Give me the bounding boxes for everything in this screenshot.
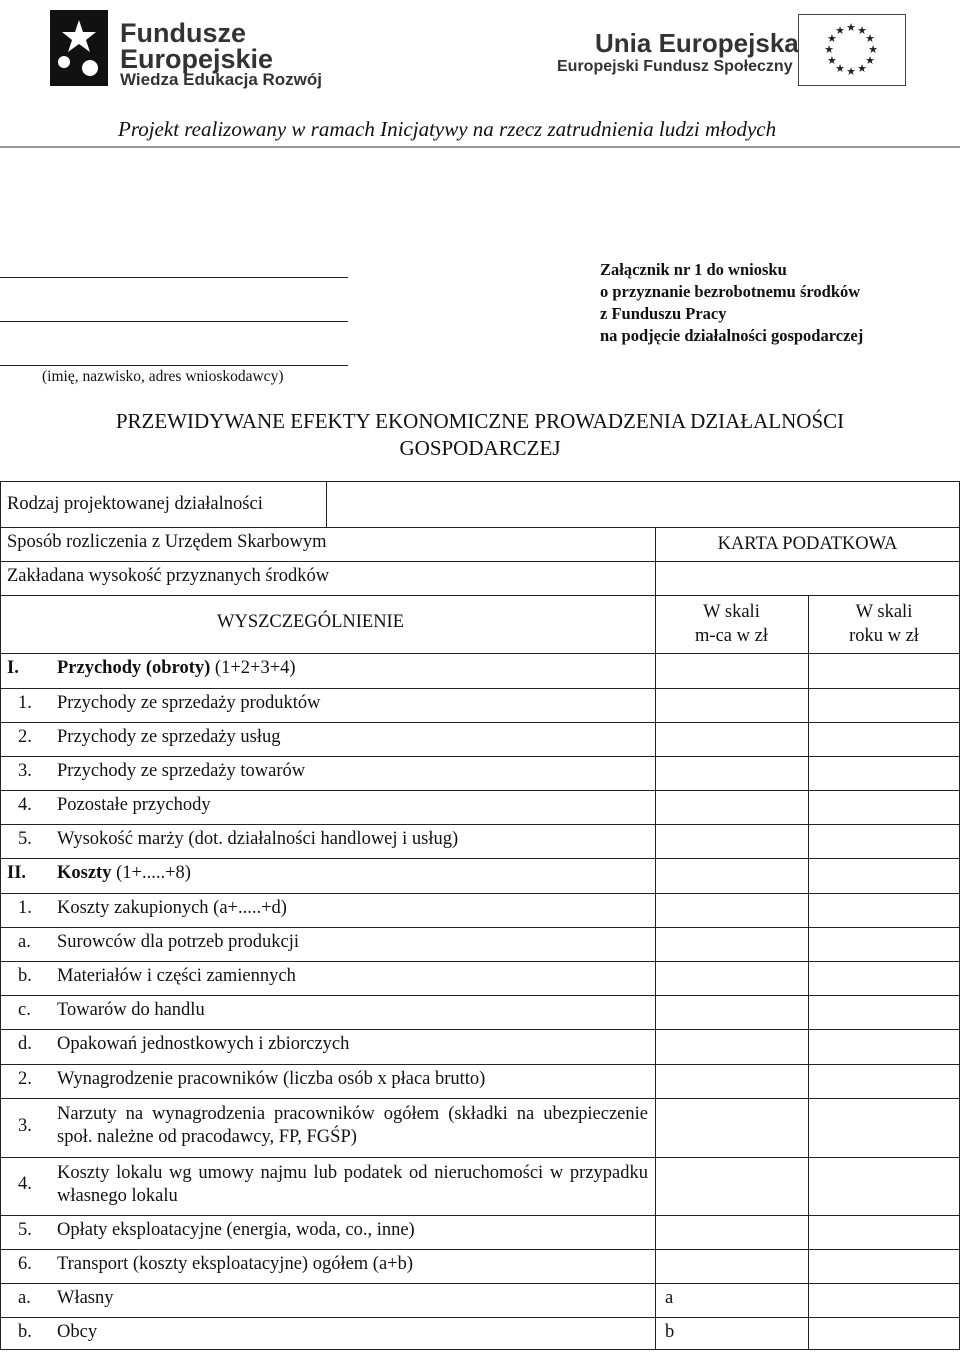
monthly-value-cell[interactable] <box>656 1030 808 1064</box>
yearly-value-cell[interactable] <box>809 1250 959 1283</box>
monthly-value-cell[interactable] <box>656 928 808 961</box>
col-year-header <box>808 600 960 648</box>
settlement-value: KARTA PODATKOWA <box>717 534 898 554</box>
row-label-text: Wysokość marży (dot. działalności handlowej i usług) <box>57 829 459 849</box>
activity-type-label: Rodzaj projektowanej działalności <box>7 494 263 514</box>
eu-star-icon: ★ <box>846 66 856 78</box>
monthly-value-cell[interactable] <box>656 825 808 858</box>
row-label-text: Transport (koszty eksploatacyjne) ogółem (a+b) <box>57 1254 414 1274</box>
row-mark: a <box>665 1288 674 1308</box>
funds-label: Zakładana wysokość przyznanych środków <box>7 566 330 586</box>
eu-subtitle: Europejski Fundusz Społeczny <box>557 58 793 75</box>
yearly-value-cell[interactable] <box>809 928 959 961</box>
monthly-value-cell[interactable] <box>656 757 808 790</box>
table-border-left <box>0 481 1 1350</box>
row-number: a. <box>18 932 31 952</box>
row-label <box>57 829 458 850</box>
eu-star-icon: ★ <box>824 44 834 56</box>
yearly-value-cell[interactable] <box>809 859 959 893</box>
eu-star-icon: ★ <box>865 33 875 45</box>
eu-star-icon: ★ <box>868 44 878 56</box>
monthly-value-cell[interactable] <box>656 1250 808 1283</box>
row-number: 2. <box>18 727 32 747</box>
row-label <box>57 727 280 748</box>
row-label <box>57 1322 97 1343</box>
row-label <box>57 1034 349 1055</box>
row-label-text: Przychody ze sprzedaży usług <box>57 727 281 747</box>
eu-star-icon: ★ <box>827 33 837 45</box>
monthly-value-cell[interactable] <box>656 1216 808 1249</box>
row-label <box>57 898 287 919</box>
monthly-value-cell[interactable] <box>656 1099 808 1157</box>
row-label-text: Własny <box>57 1288 114 1308</box>
yearly-value-cell[interactable] <box>809 1216 959 1249</box>
monthly-value-cell[interactable] <box>656 689 808 722</box>
monthly-value-cell[interactable] <box>656 1158 808 1215</box>
row-label-text: Opakowań jednostkowych i zbiorczych <box>57 1034 350 1054</box>
row-label-text: Materiałów i części zamiennych <box>57 966 296 986</box>
row-number: 3. <box>18 1115 32 1136</box>
row-number: 1. <box>18 693 32 713</box>
row-label-suffix: (1+2+3+4) <box>210 658 296 678</box>
yearly-value-cell[interactable] <box>809 654 959 688</box>
eu-star-icon: ★ <box>835 63 845 76</box>
row-label-text: Przychody (obroty) <box>57 658 211 678</box>
row-label <box>57 966 296 987</box>
row-label <box>57 1069 485 1090</box>
annex-line-1: Załącznik nr 1 do wniosku <box>600 260 787 279</box>
row-label <box>57 761 305 782</box>
row-label-suffix: (1+.....+8) <box>111 863 191 883</box>
eu-flag-icon <box>798 14 906 86</box>
title-line-1: PRZEWIDYWANE EFEKTY EKONOMICZNE PROWADZENIA DZIAŁALNOŚCI <box>115 409 845 433</box>
applicant-line-3 <box>0 365 348 366</box>
col-month-line-2: m-ca w zł <box>695 626 768 646</box>
row-label-text: Wynagrodzenie pracowników (liczba osób x płaca brutto) <box>57 1069 486 1089</box>
yearly-value-cell[interactable] <box>809 1065 959 1098</box>
monthly-value-cell[interactable] <box>656 723 808 756</box>
row-number: d. <box>18 1034 32 1054</box>
row-label <box>57 795 211 816</box>
yearly-value-cell[interactable] <box>809 1284 959 1317</box>
monthly-value-cell[interactable] <box>656 791 808 824</box>
annex-line-4: na podjęcie działalności gospodarczej <box>600 326 864 345</box>
table-border-bottom <box>0 1349 960 1350</box>
col-month-header <box>655 600 808 648</box>
settlement-field[interactable] <box>656 528 960 561</box>
row-mark: b <box>665 1322 675 1342</box>
yearly-value-cell[interactable] <box>809 757 959 790</box>
row-label <box>57 693 321 714</box>
monthly-value-cell[interactable] <box>656 859 808 893</box>
row-number: 3. <box>18 761 32 781</box>
row-label <box>57 1220 415 1241</box>
yearly-value-cell[interactable] <box>809 1158 959 1215</box>
yearly-value-cell[interactable] <box>809 1030 959 1064</box>
row-label-text: Koszty lokalu wg umowy najmu lub podatek od nieruchomości w przypadku własnego lokalu <box>57 1163 648 1206</box>
monthly-value-cell[interactable] <box>656 1065 808 1098</box>
fe-logo-sub: Wiedza Edukacja Rozwój <box>120 70 322 89</box>
row-label-text: Przychody ze sprzedaży towarów <box>57 761 306 781</box>
applicant-line-1 <box>0 277 348 278</box>
row-number: 6. <box>18 1254 32 1274</box>
fundusze-europejskie-logo <box>50 6 350 92</box>
row-label <box>57 1000 205 1021</box>
applicant-line-2 <box>0 321 348 322</box>
row-number: 5. <box>18 1220 32 1240</box>
row-label <box>57 1103 648 1149</box>
eu-title: Unia Europejska <box>595 28 799 58</box>
monthly-value-cell[interactable] <box>656 996 808 1029</box>
annex-note <box>600 259 863 347</box>
row-label-text: Przychody ze sprzedaży produktów <box>57 693 321 713</box>
row-number: 5. <box>18 829 32 849</box>
eu-star-icon: ★ <box>865 55 875 67</box>
applicant-caption: (imię, nazwisko, adres wnioskodawcy) <box>42 368 284 385</box>
row-number: I. <box>7 658 19 678</box>
row-number: a. <box>18 1288 31 1308</box>
yearly-value-cell[interactable] <box>809 791 959 824</box>
row-label-text: Towarów do handlu <box>57 1000 205 1020</box>
col-year-line-2: roku w zł <box>849 626 919 646</box>
row-number: b. <box>18 1322 32 1342</box>
yearly-value-cell[interactable] <box>809 689 959 722</box>
row-label-text: Koszty zakupionych (a+.....+d) <box>57 898 287 918</box>
row-number: 1. <box>18 898 32 918</box>
row-label <box>57 1288 114 1309</box>
row-label <box>57 658 296 679</box>
row-label <box>57 1254 413 1275</box>
col-divider <box>808 595 809 653</box>
yearly-value-cell[interactable] <box>809 1318 959 1350</box>
row-number: c. <box>18 1000 31 1020</box>
row-label-text: Koszty <box>57 863 112 883</box>
yearly-value-cell[interactable] <box>809 723 959 756</box>
row-number: b. <box>18 966 32 986</box>
row-number: 4. <box>18 1174 32 1194</box>
monthly-value-cell[interactable] <box>656 962 808 995</box>
monthly-value-cell[interactable] <box>656 654 808 688</box>
annex-line-3: z Funduszu Pracy <box>600 304 727 323</box>
row-label-text: Surowców dla potrzeb produkcji <box>57 932 299 952</box>
yearly-value-cell[interactable] <box>809 996 959 1029</box>
row-label-text: Obcy <box>57 1322 98 1342</box>
document-title <box>0 408 960 462</box>
activity-type-field[interactable] <box>327 482 959 527</box>
monthly-value-cell[interactable] <box>656 894 808 927</box>
yearly-value-cell[interactable] <box>809 825 959 858</box>
row-label-text: Pozostałe przychody <box>57 795 211 815</box>
yearly-value-cell[interactable] <box>809 962 959 995</box>
project-line: Projekt realizowany w ramach Inicjatywy na rzecz zatrudnienia ludzi młodych <box>118 117 777 141</box>
eu-star-icon: ★ <box>857 24 867 37</box>
fe-logo-line2: Europejskie <box>120 44 274 74</box>
settlement-label: Sposób rozliczenia z Urzędem Skarbowym <box>7 532 327 552</box>
eu-star-icon: ★ <box>835 24 845 37</box>
monthly-value-cell[interactable] <box>656 1284 808 1317</box>
eu-star-icon: ★ <box>857 63 867 76</box>
spec-header: WYSZCZEGÓLNIENIE <box>217 612 405 632</box>
row-number: II. <box>7 863 27 883</box>
header-divider <box>0 146 960 148</box>
annex-line-2: o przyznanie bezrobotnemu środków <box>600 282 861 301</box>
fe-logo-mark <box>50 10 108 86</box>
monthly-value-cell[interactable] <box>656 1318 808 1350</box>
yearly-value-cell[interactable] <box>809 894 959 927</box>
fe-logo-line1: Fundusze <box>120 18 246 48</box>
row-number: 4. <box>18 795 32 815</box>
funds-field[interactable] <box>656 562 960 595</box>
row-label-text: Narzuty na wynagrodzenia pracowników ogółem (składki na ubezpieczenie społ. należne od pracodawcy, FP, FGŚP) <box>57 1104 648 1147</box>
row-label <box>57 1162 648 1208</box>
row-divider <box>0 595 960 596</box>
row-label-text: Opłaty eksploatacyjne (energia, woda, co., inne) <box>57 1220 415 1240</box>
title-line-2: GOSPODARCZEJ <box>399 436 561 460</box>
eu-star-icon: ★ <box>846 22 856 34</box>
yearly-value-cell[interactable] <box>809 1099 959 1157</box>
col-month-line-1: W skali <box>703 602 760 622</box>
eu-star-icon: ★ <box>827 55 837 67</box>
row-label <box>57 863 191 884</box>
col-year-line-1: W skali <box>855 602 913 622</box>
row-number: 2. <box>18 1069 32 1089</box>
row-label <box>57 932 299 953</box>
